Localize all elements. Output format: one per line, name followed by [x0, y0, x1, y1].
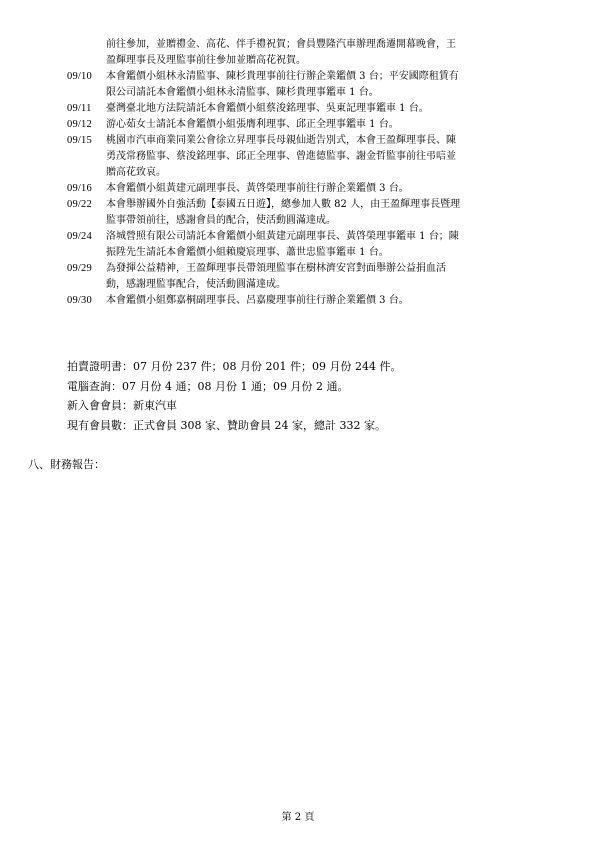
statistic-line: 新入會會員：新東汽車: [67, 399, 177, 412]
entry-line: 游心茹女士請託本會鑑價小組張膺利理事、邱正全理事鑑車 1 台。: [106, 119, 399, 130]
entry-line: 臺灣臺北地方法院請託本會鑑價小組蔡浚銘理事、吳東記理事鑑車 1 台。: [106, 103, 429, 114]
entry-line: 動，感謝理監事配合，使活動圓滿達成。: [106, 279, 286, 290]
entry-line: 監事帶領前往，感謝會員的配合，使活動圓滿達成。: [106, 215, 336, 226]
entry-line: 為發揮公益精神，王盈輝理事長帶領理監事在樹林濟安宮對面舉辦公益捐血活: [106, 263, 446, 274]
entry-line: 本會鑑價小組林永清監事、陳杉貴理事前往行辦企業鑑價 3 台；平安國際租賃有: [106, 71, 459, 82]
log-entry: [67, 101, 567, 117]
entry-line: 本會鑑價小組鄭嘉桐副理事長、呂嘉慶理事前往行辦企業鑑價 3 台。: [106, 295, 409, 306]
entry-text: [106, 261, 567, 293]
log-entry: [67, 133, 567, 181]
entry-text: [106, 293, 567, 309]
entry-date: 09/10: [67, 71, 92, 82]
log-entry: [67, 37, 567, 69]
entry-line: 贈高花致哀。: [106, 167, 166, 178]
entry-date: 09/30: [67, 295, 92, 306]
page-number: 第 2 頁: [281, 812, 315, 823]
log-entry: [67, 261, 567, 293]
log-entry: [67, 229, 567, 261]
entry-text: [106, 197, 567, 229]
entry-line: 限公司請託本會鑑價小組林永清監事、陳杉貴理事鑑車 1 台。: [106, 87, 379, 98]
entry-date: 09/15: [67, 135, 92, 146]
entry-text: [106, 37, 567, 69]
log-entry: [67, 197, 567, 229]
entry-date: 09/29: [67, 263, 92, 274]
event-log: [67, 37, 567, 309]
log-entry: [67, 117, 567, 133]
entry-date: 09/16: [67, 183, 92, 194]
entry-line: 本會舉辦國外自強活動【泰國五日遊】，總參加人數 82 人，由王盈輝理事長暨理: [106, 199, 461, 210]
entry-line: 前往參加，並贈禮金、高花、伴手禮祝賀；會員豐隆汽車辦理喬遷開幕晚會，王: [106, 39, 456, 50]
entry-line: 勇茂常務監事、蔡浚銘理事、邱正全理事、曾進德監事、謝金哲監事前往弔唁並: [106, 151, 456, 162]
entry-text: [106, 133, 567, 181]
entry-date: 09/12: [67, 119, 92, 130]
entry-text: [106, 117, 567, 133]
log-entry: [67, 69, 567, 101]
entry-text: [106, 229, 567, 261]
statistic-line: 拍賣證明書：07 月份 237 件；08 月份 201 件；09 月份 244 件。: [67, 360, 402, 373]
section-heading-financial-report: 八、財務報告：: [28, 458, 105, 471]
entry-date: 09/24: [67, 231, 92, 242]
entry-line: 振陞先生請託本會鑑價小組賴慶宸理事、蕭世忠監事鑑車 1 台。: [106, 247, 389, 258]
entry-date: 09/22: [67, 199, 92, 210]
entry-text: [106, 69, 567, 101]
statistic-line: 電腦查詢：07 月份 4 通；08 月份 1 通；09 月份 2 通。: [67, 379, 349, 393]
entry-line: 桃園市汽車商業同業公會徐立昇理事長母親仙逝告別式，本會王盈輝理事長、陳: [106, 135, 456, 146]
entry-line: 洛城營照有限公司請託本會鑑價小組黃建元副理事長、黃啓榮理事鑑車 1 台；陳: [106, 231, 459, 242]
entry-text: [106, 181, 567, 197]
log-entry: [67, 181, 567, 197]
entry-line: 盈輝理事長及理監事前往參加並贈高花祝賀。: [106, 55, 306, 66]
statistic-line: 現有會員數：正式會員 308 家、贊助會員 24 家，總計 332 家。: [67, 418, 386, 432]
entry-date: 09/11: [67, 103, 92, 114]
log-entry: [67, 293, 567, 309]
entry-text: [106, 101, 567, 117]
statistics-block: [67, 357, 527, 435]
entry-line: 本會鑑價小組黃建元副理事長、黃啓榮理事前往行辦企業鑑價 3 台。: [106, 183, 409, 194]
